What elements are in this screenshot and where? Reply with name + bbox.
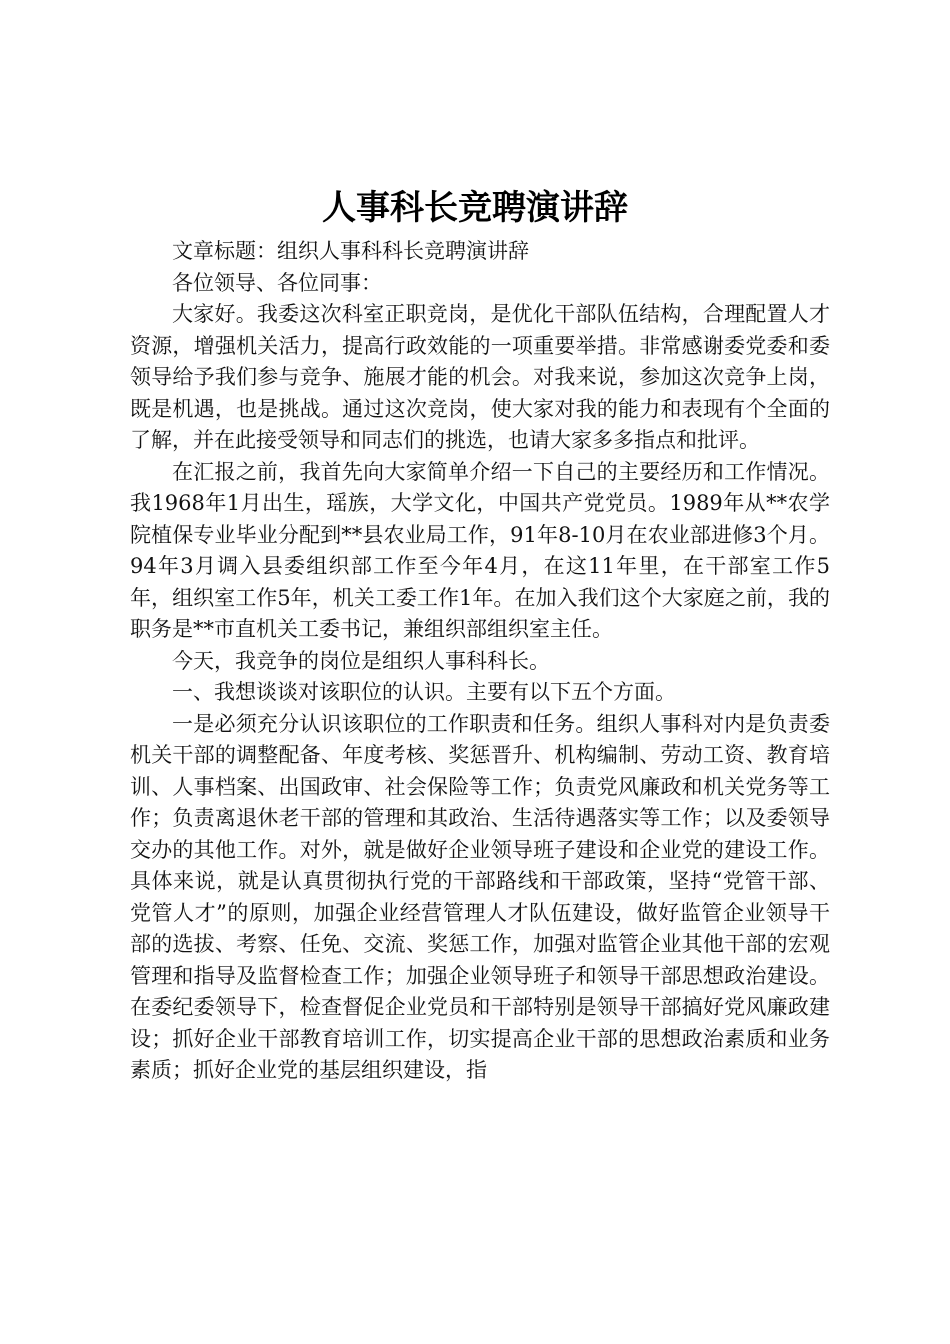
paragraph-background: 在汇报之前，我首先向大家简单介绍一下自己的主要经历和工作情况。我1968年1月出生，瑶族，大学文化，中国共产党党员。1989年从**农学院植保专业毕业分配到**县农业局工作，91年8-10月在农业部进修3个月。94年3月调入县委组织部工作至今年4月，在这11年里，在干部室工作5年，组织室工作5年，机关工委工作1年。在加入我们这个大家庭之前，我的职务是**市直机关工委书记，兼组织部组织室主任。 (130, 459, 830, 641)
paragraph-duties: 一是必须充分认识该职位的工作职责和任务。组织人事科对内是负责委机关干部的调整配备、年度考核、奖惩晋升、机构编制、劳动工资、教育培训、人事档案、出国政审、社会保险等工作；负责党风廉政和机关党务等工作；负责离退休老干部的管理和其政治、生活待遇落实等工作；以及委领导交办的其他工作。对外，就是做好企业领导班子建设和企业党的建设工作。具体来说，就是认真贯彻执行党的干部路线和干部政策，坚持“党管干部、党管人才”的原则，加强企业经营管理人才队伍建设，做好监管企业领导干部的选拔、考察、任免、交流、奖惩工作，加强对监管企业其他干部的宏观管理和指导及监督检查工作；加强企业领导班子和领导干部思想政治建设。在委纪委领导下，检查督促企业党员和干部特别是领导干部搞好党风廉政建设；抓好企业干部教育培训工作，切实提高企业干部的思想政治素质和业务素质；抓好企业党的基层组织建设，指 (130, 711, 830, 1082)
document-body (130, 236, 830, 1087)
paragraph-article-title: 文章标题：组织人事科科长竞聘演讲辞 (172, 239, 529, 263)
paragraph-section-heading: 一、我想谈谈对该职位的认识。主要有以下五个方面。 (172, 680, 676, 704)
paragraph-greeting: 大家好。我委这次科室正职竞岗，是优化干部队伍结构，合理配置人才资源，增强机关活力，提高行政效能的一项重要举措。非常感谢委党委和委领导给予我们参与竞争、施展才能的机会。对我来说，参加这次竞争上岗，既是机遇，也是挑战。通过这次竞岗，使大家对我的能力和表现有个全面的了解，并在此接受领导和同志们的挑选，也请大家多多指点和批评。 (130, 302, 830, 452)
document-title: 人事科长竞聘演讲辞 (322, 188, 628, 228)
paragraph-target-position: 今天，我竞争的岗位是组织人事科科长。 (172, 648, 550, 673)
paragraph-salutation: 各位领导、各位同事： (172, 270, 382, 295)
